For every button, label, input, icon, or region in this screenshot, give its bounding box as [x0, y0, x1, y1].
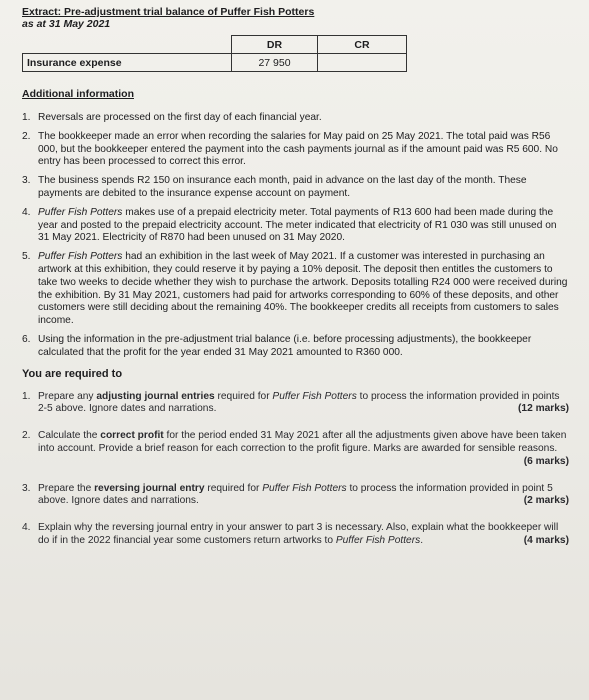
item-number: 3. — [22, 175, 31, 187]
additional-info-list — [22, 112, 569, 360]
info-item-2 — [22, 131, 569, 169]
item-text — [38, 131, 569, 169]
item-number: 3. — [22, 482, 31, 494]
text-run: Puffer Fish Potters — [262, 482, 347, 494]
text-run: Puffer Fish Potters — [335, 534, 421, 546]
item-number: 1. — [22, 112, 31, 123]
info-item-5 — [22, 251, 569, 328]
item-number: 1. — [22, 390, 31, 402]
text-run: . — [420, 534, 424, 546]
trial-balance-table — [22, 35, 407, 72]
extract-subtitle: as at 31 May 2021 — [22, 18, 111, 30]
info-item-6 — [22, 334, 569, 360]
text-run: for the period ended 31 May 2021 after all the adjustments given above have been taken into account. Provide a brief reason for each correction to the profit figure. Marks are awarded for sensible reasons. — [38, 430, 567, 454]
text-run: Prepare any — [38, 390, 97, 402]
info-item-1 — [22, 112, 569, 125]
extract-title: Extract: Pre-adjustment trial balance of Puffer Fish Potters — [22, 6, 315, 18]
item-text — [38, 175, 569, 201]
requirements-list — [22, 391, 569, 548]
text-run: Calculate the — [38, 430, 101, 442]
text-run: reversing journal entry — [94, 482, 205, 494]
table-header-row — [23, 36, 407, 54]
item-text — [38, 483, 569, 509]
text-run: Using the information in the pre-adjustment trial balance (i.e. before processing adjustments), the bookkeeper calculated that the profit for the year ended 31 May 2021 amounted to R360 000. — [38, 333, 532, 358]
text-run: Reversals are processed on the first day of each financial year. — [38, 112, 322, 123]
item-number: 4. — [22, 206, 31, 218]
text-run: adjusting journal entries — [96, 390, 215, 402]
text-run: correct profit — [100, 430, 164, 442]
item-number: 6. — [22, 333, 31, 345]
additional-info-heading: Additional information — [22, 88, 134, 100]
dr-amount: 27 950 — [232, 54, 318, 72]
account-name: Insurance expense — [23, 54, 232, 72]
text-run: Puffer Fish Potters — [38, 206, 123, 218]
text-run: Puffer Fish Potters — [38, 251, 123, 263]
text-run: The business spends R2 150 on insurance each month, paid in advance on the last day of the month. These payments are debited to the insurance expense account on payment. — [38, 175, 527, 199]
item-text — [38, 334, 569, 360]
requirement-item-3 — [22, 483, 569, 509]
header-dr: DR — [232, 36, 318, 54]
text-run: The bookkeeper made an error when recording the salaries for May paid on 25 May 2021. The total paid was R56 000, but the bookkeeper entered the payment into the cash payments journal as if the amount paid was R5 600. No entry has been processed to correct this error. — [38, 130, 558, 168]
header-account — [23, 36, 232, 54]
text-run: required for — [204, 482, 263, 494]
marks-label: (12 marks) — [518, 403, 569, 415]
marks-label: (4 marks) — [523, 534, 569, 546]
item-text — [38, 207, 569, 245]
item-text — [38, 430, 569, 468]
info-item-3 — [22, 175, 569, 201]
marks-label: (6 marks) — [523, 455, 569, 467]
text-run: required for — [214, 390, 273, 402]
text-run: makes use of a prepaid electricity meter. Total payments of R13 600 had been made during the year and posted to the prepaid electricity account. The meter indicated that electricity of R1 030 was still unused on 31 May 2021. Electricity of R870 had been unused on 31 May 2020. — [38, 206, 557, 244]
item-text — [38, 391, 569, 417]
table-row — [23, 54, 407, 72]
item-text — [38, 112, 569, 125]
marks-label: (2 marks) — [523, 495, 569, 507]
text-run: Puffer Fish Potters — [272, 390, 357, 402]
item-number: 2. — [22, 130, 31, 142]
text-run: to process the information provided in point 5 above. Ignore dates and narrations. — [38, 482, 553, 507]
required-heading: You are required to — [22, 367, 123, 380]
text-run: Prepare the — [38, 482, 95, 494]
item-number: 5. — [22, 251, 31, 263]
text-run: to process the information provided in points 2-5 above. Ignore dates and narrations. — [38, 390, 560, 415]
requirement-item-4 — [22, 522, 569, 548]
text-run: had an exhibition in the last week of May 2021. If a customer was interested in purchasing an artwork at this exhibition, they could reserve it by paying a 10% deposit. The deposit then entitles the customers to take two weeks to decide whether they wish to purchase the artwork. Deposits totalling R24 000 were received during the exhibition. By 31 May 2021, customers had paid for artworks corresponding to 60% of these deposits, and other customers were still deciding about the remaining 40%. The bookkeeper credits all receipts from customers to sales income. — [38, 251, 568, 327]
item-text — [38, 522, 569, 548]
header-cr: CR — [318, 36, 407, 54]
requirement-item-1 — [22, 391, 569, 417]
info-item-4 — [22, 207, 569, 245]
text-run: Explain why the reversing journal entry in your answer to part 3 is necessary. Also, explain what the bookkeeper will do if in the 2022 financial year some customers return artworks to — [38, 522, 559, 546]
item-number: 2. — [22, 430, 31, 442]
item-text — [38, 251, 569, 328]
requirement-item-2 — [22, 430, 569, 468]
cr-amount — [318, 54, 407, 72]
item-number: 4. — [22, 522, 31, 534]
